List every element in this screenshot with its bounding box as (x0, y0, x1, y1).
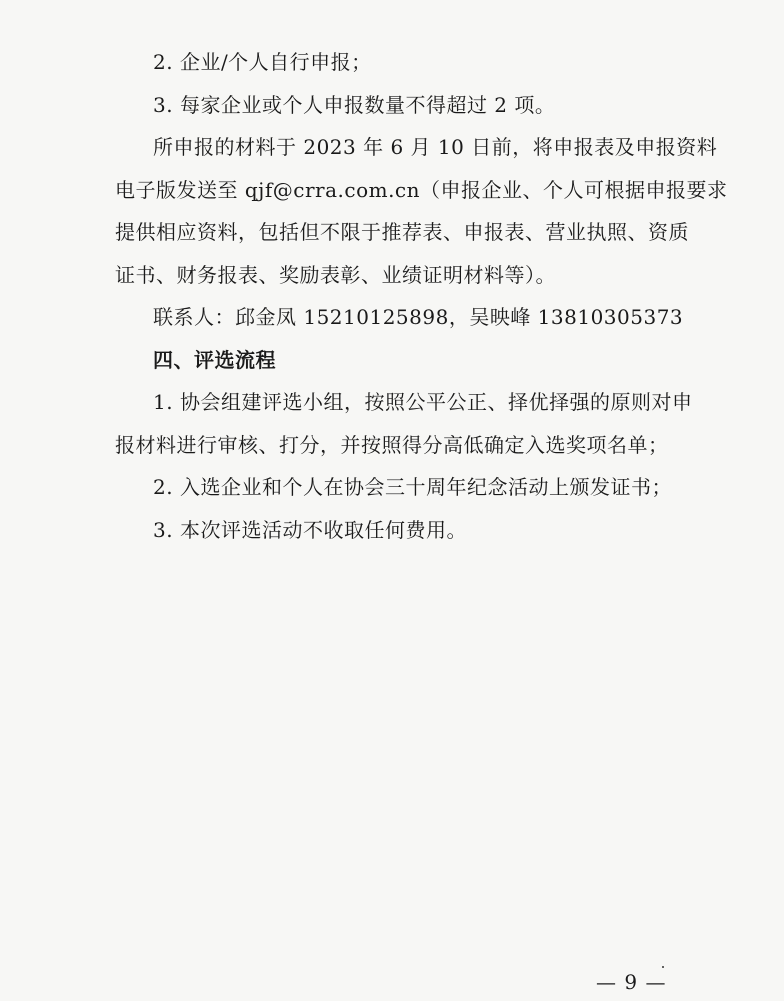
contact-line: 联系人：邱金凤 15210125898，吴映峰 13810305373 (153, 305, 684, 329)
process-step-1-line-2: 报材料进行审核、打分，并按照得分高低确定入选奖项名单； (115, 433, 669, 457)
section-heading-selection-process: 四、评选流程 (153, 348, 276, 372)
item-declare-limit: 3. 每家企业或个人申报数量不得超过 2 项。 (153, 93, 556, 117)
process-step-2: 2. 入选企业和个人在协会三十周年纪念活动上颁发证书； (153, 475, 672, 499)
paragraph-deadline-line-2: 电子版发送至 qjf@crra.com.cn（申报企业、个人可根据申报要求 (115, 178, 728, 202)
item-self-declare: 2. 企业/个人自行申报； (153, 50, 372, 74)
process-step-3: 3. 本次评选活动不收取任何费用。 (153, 518, 467, 542)
paragraph-deadline-line-1: 所申报的材料于 2023 年 6 月 10 日前，将申报表及申报资料 (153, 135, 718, 159)
paragraph-deadline-line-3: 提供相应资料，包括但不限于推荐表、申报表、营业执照、资质 (115, 220, 689, 244)
paragraph-deadline-line-4: 证书、财务报表、奖励表彰、业绩证明材料等）。 (115, 263, 556, 287)
process-step-1-line-1: 1. 协会组建评选小组，按照公平公正、择优择强的原则对申 (153, 390, 693, 414)
page-number: — 9 — (596, 970, 667, 994)
